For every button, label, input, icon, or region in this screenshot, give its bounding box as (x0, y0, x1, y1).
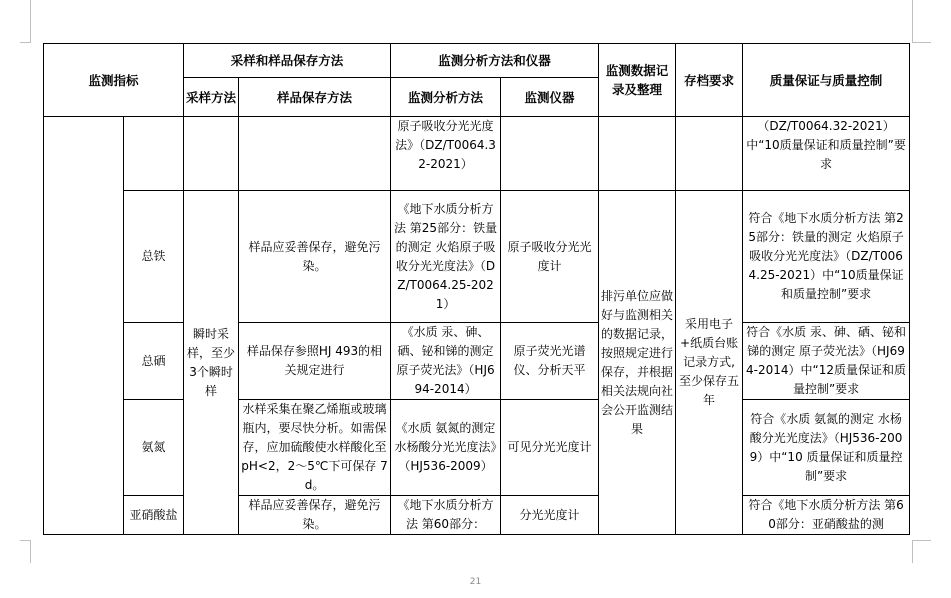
header-sampling-method: 采样方法 (184, 78, 239, 117)
analysis-method-cell: 《地下水质分析方法 第25部分：铁量的测定 火焰原子吸收分光光度法》（DZ/T0064.25-2021） (391, 191, 501, 323)
header-qa-qc: 质量保证与质量控制 (743, 44, 910, 117)
qa-qc-cell: 符合《地下水质分析方法 第25部分：铁量的测定 火焰原子吸收分光光度法》（DZ/T0064.25-2021）中“10质量保证和质量控制”要求 (743, 191, 910, 323)
indicator-cell: 氨氮 (124, 400, 184, 496)
header-records: 监测数据记录及整理 (599, 44, 676, 117)
analysis-method-cell: 《水质 氨氮的测定 水杨酸分光光度法》（HJ536-2009） (391, 400, 501, 496)
header-indicator: 监测指标 (44, 44, 184, 117)
qa-qc-cell: 符合《水质 汞、砷、硒、铋和锑的测定 原子荧光法》（HJ694-2014）中“12质量保证和质量控制”要求 (743, 323, 910, 400)
indicator-cell (124, 117, 184, 191)
instrument-cell: 原子吸收分光光度计 (501, 191, 599, 323)
header-archive: 存档要求 (676, 44, 743, 117)
page-corner-mark (912, 540, 931, 563)
archive-cell (676, 117, 743, 191)
preservation-cell: 样品应妥善保存，避免污染。 (239, 496, 391, 535)
indicator-cell: 总硒 (124, 323, 184, 400)
preservation-cell (239, 117, 391, 191)
indicator-cell: 总铁 (124, 191, 184, 323)
instrument-cell: 可见分光光度计 (501, 400, 599, 496)
analysis-method-cell: 原子吸收分光光度法》（DZ/T0064.32-2021） (391, 117, 501, 191)
table-row (44, 400, 910, 496)
page-corner-mark (20, 540, 31, 563)
preservation-cell: 样品应妥善保存，避免污染。 (239, 191, 391, 323)
category-cell (44, 117, 124, 535)
header-analysis-group: 监测分析方法和仪器 (391, 44, 599, 78)
monitoring-table (43, 43, 910, 535)
page-corner-mark (912, 0, 931, 43)
qa-qc-cell: 符合《水质 氨氮的测定 水杨酸分光光度法》（HJ536-2009）中“10 质量保证和质量控制”要求 (743, 400, 910, 496)
qa-qc-cell: 符合《地下水质分析方法 第60部分：亚硝酸盐的测 (743, 496, 910, 535)
header-sampling-group: 采样和样品保存方法 (184, 44, 391, 78)
page-corner-mark (20, 0, 31, 43)
header-preservation: 样品保存方法 (239, 78, 391, 117)
sampling-method-cell: 瞬时采样，至少3个瞬时样 (184, 191, 239, 535)
records-cell (599, 117, 676, 191)
preservation-cell: 样品保存参照HJ 493的相关规定进行 (239, 323, 391, 400)
page-number: 21 (469, 577, 482, 587)
archive-cell: 采用电子+纸质台账记录方式,至少保存五年 (676, 191, 743, 535)
instrument-cell: 分光光度计 (501, 496, 599, 535)
table-row (44, 117, 910, 191)
table-row (44, 496, 910, 535)
analysis-method-cell: 《地下水质分析方法 第60部分： (391, 496, 501, 535)
table-row (44, 191, 910, 323)
analysis-method-cell: 《水质 汞、砷、硒、铋和锑的测定 原子荧光法》（HJ694-2014） (391, 323, 501, 400)
header-instrument: 监测仪器 (501, 78, 599, 117)
indicator-cell: 亚硝酸盐 (124, 496, 184, 535)
header-analysis-method: 监测分析方法 (391, 78, 501, 117)
preservation-cell: 水样采集在聚乙烯瓶或玻璃瓶内，要尽快分析。如需保存，应加硫酸使水样酸化至 pH<2，2～5℃下可保存 7 d。 (239, 400, 391, 496)
qa-qc-cell: （DZ/T0064.32-2021）中“10质量保证和质量控制”要求 (743, 117, 910, 191)
instrument-cell (501, 117, 599, 191)
table-row (44, 323, 910, 400)
records-cell: 排污单位应做好与监测相关的数据记录，按照规定进行保存，并根据相关法规向社会公开监测结果 (599, 191, 676, 535)
instrument-cell: 原子荧光光谱仪、分析天平 (501, 323, 599, 400)
sampling-method-cell (184, 117, 239, 191)
